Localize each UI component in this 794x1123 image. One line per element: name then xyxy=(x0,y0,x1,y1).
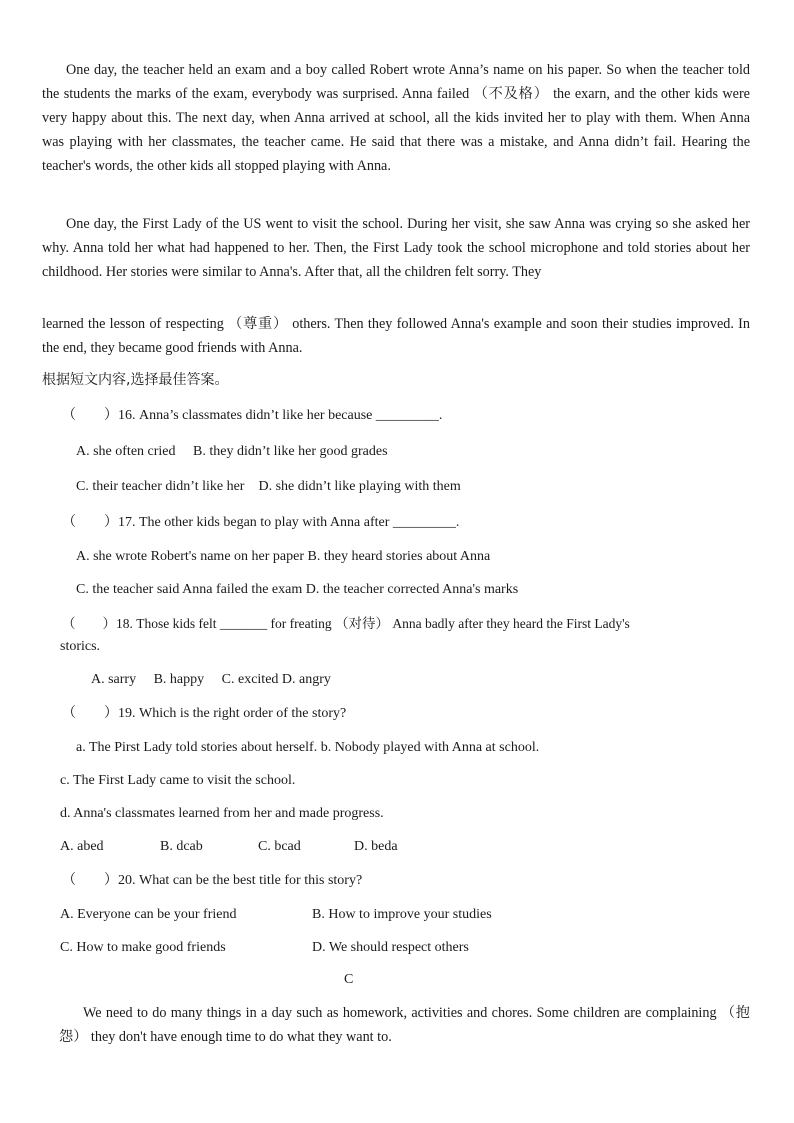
question-20: （ ）20. What can be the best title for this story? xyxy=(62,873,363,888)
passage-b-paragraph-2-text: One day, the First Lady of the US went to visit the school. During her visit, she saw Anna was crying so she asked her why. Anna told her what had happened to her. Then, the First Lady took the school microphone and told stories about her childhood. Her stories were similar to Anna's. After that, all the children felt sorry. They xyxy=(42,216,750,280)
question-19-option-d: D. beda xyxy=(354,839,398,854)
section-c-paragraph-1 xyxy=(59,1001,750,1049)
question-18-continuation: storics. xyxy=(60,639,101,654)
passage-b-paragraph-2 xyxy=(42,212,750,284)
section-c-paragraph-1-text: We need to do many things in a day such as homework, activities and chores. Some children are complaining （抱怨） they don't have enough time to do what they want to. xyxy=(59,1005,750,1045)
question-19-option-b: B. dcab xyxy=(160,839,203,854)
question-16: （ ）16. Anna’s classmates didn’t like her because _________. xyxy=(62,408,443,423)
question-18: （ ）18. Those kids felt _______ for freating （对待） Anna badly after they heard the First Lady's xyxy=(62,616,630,631)
question-20-option-b: B. How to improve your studies xyxy=(312,907,492,922)
passage-b-paragraph-3: learned the lesson of respecting （尊重） others. Then they followed Anna's example and soon their studies improved. In the end, they became good friends with Anna. xyxy=(42,316,750,356)
passage-b-paragraph-1-text: One day, the teacher held an exam and a boy called Robert wrote Anna’s name on his paper. So when the teacher told the students the marks of the exam, everybody was surprised. Anna failed （不及格） the exarn, and the other kids were very happy about this. The next day, when Anna arrived at school, all the kids invited her to play with them. When Anna was playing with her classmates, the teacher came. He said that there was a mistake, and Anna didn’t fail. Hearing the teacher's words, the other kids all stopped playing with Anna. xyxy=(42,62,750,174)
passage-b-paragraph-1 xyxy=(42,58,750,178)
question-17-options-ab: A. she wrote Robert's name on her paper B. they heard stories about Anna xyxy=(76,549,491,564)
question-19: （ ）19. Which is the right order of the story? xyxy=(62,706,347,721)
question-19-item-a-b: a. The Pirst Lady told stories about herself. b. Nobody played with Anna at school. xyxy=(76,740,540,755)
question-19-item-c: c. The First Lady came to visit the school. xyxy=(60,773,296,788)
question-20-option-a: A. Everyone can be your friend xyxy=(60,907,237,922)
question-18-options: A. sarry B. happy C. excited D. angry xyxy=(91,672,331,687)
section-c-label: C xyxy=(344,972,354,987)
question-16-options-cd: C. their teacher didn’t like her D. she didn’t like playing with them xyxy=(76,479,461,494)
question-20-option-c: C. How to make good friends xyxy=(60,940,226,955)
question-19-item-d: d. Anna's classmates learned from her and made progress. xyxy=(60,806,384,821)
question-16-options-ab: A. she often cried B. they didn’t like her good grades xyxy=(76,444,388,459)
question-19-option-c: C. bcad xyxy=(258,839,301,854)
question-20-option-d: D. We should respect others xyxy=(312,940,469,955)
instruction-heading: 根据短文内容,选择最佳答案。 xyxy=(42,372,229,388)
question-17: （ ）17. The other kids began to play with Anna after _________. xyxy=(62,515,460,530)
question-19-option-a: A. abed xyxy=(60,839,104,854)
question-17-options-cd: C. the teacher said Anna failed the exam D. the teacher corrected Anna's marks xyxy=(76,582,519,597)
